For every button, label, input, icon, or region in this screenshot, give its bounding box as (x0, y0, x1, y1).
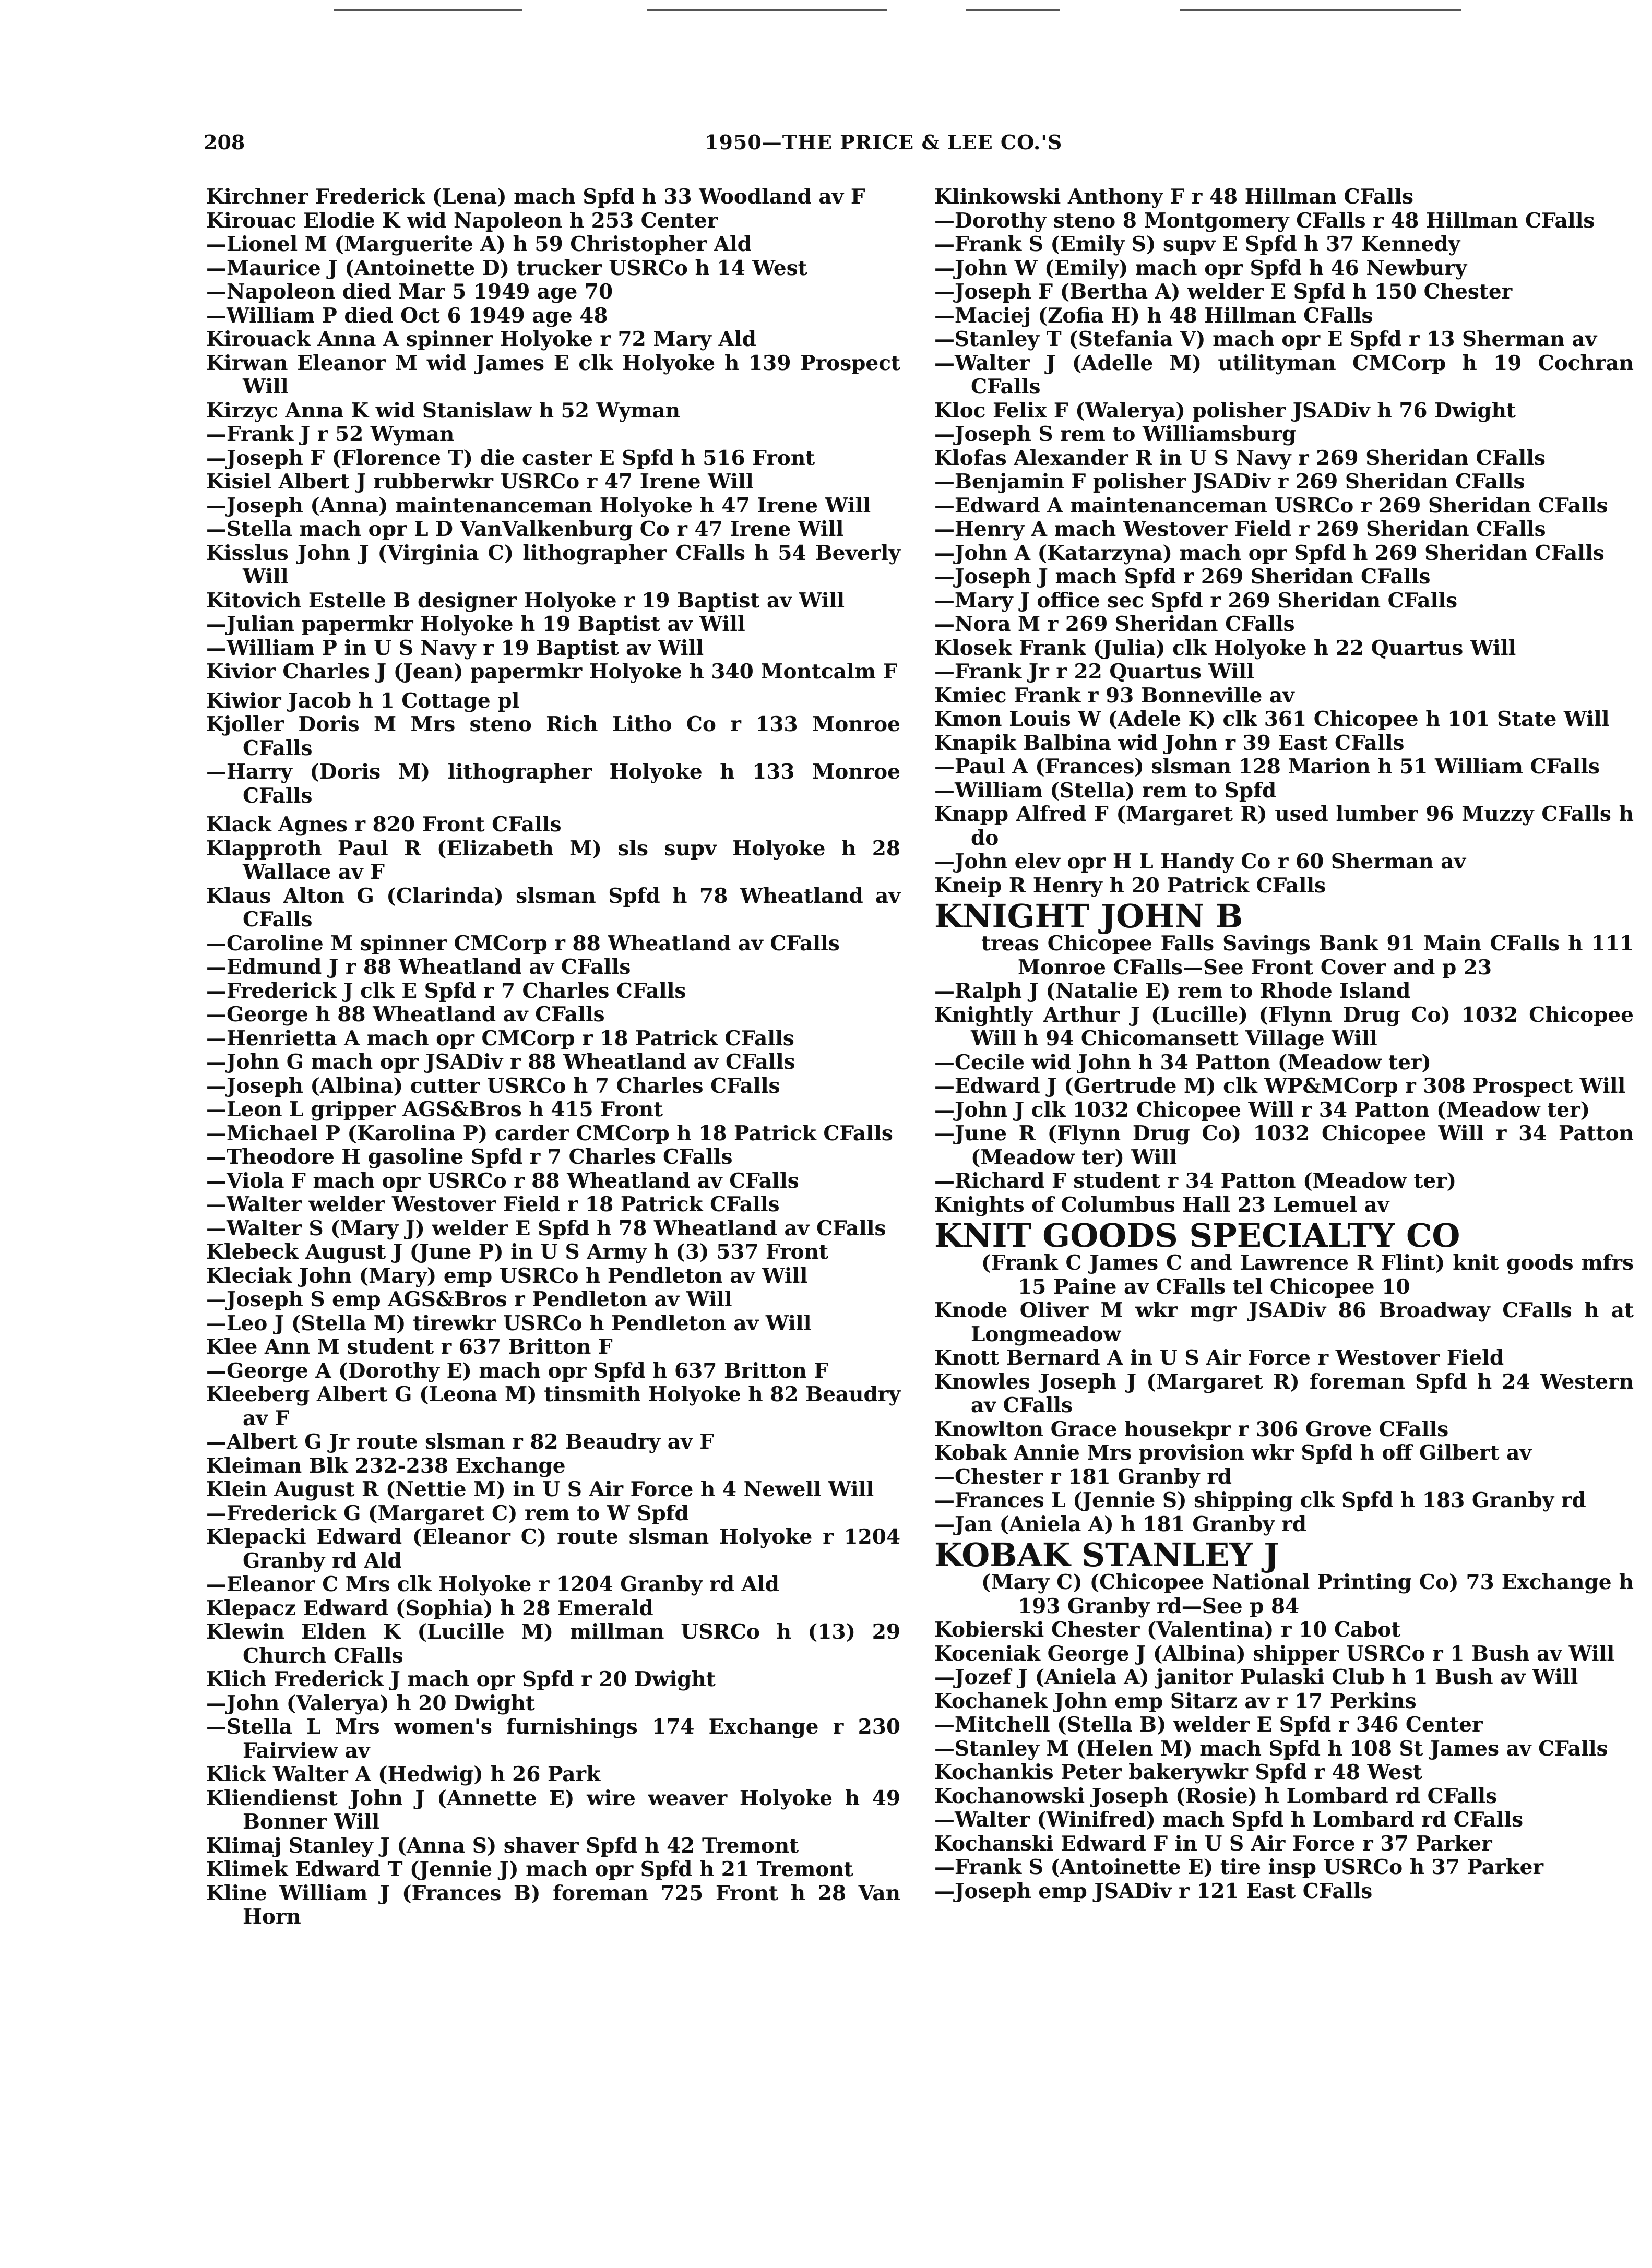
directory-entry: Klimaj Stanley J (Anna S) shaver Spfd h 42 Tremont (206, 1833, 799, 1858)
directory-entry: Klapproth Paul R (Elizabeth M) sls supv Holyoke h 28 Wallace av F (206, 836, 900, 884)
directory-entry: Kitovich Estelle B designer Holyoke r 19 Baptist av Will (206, 588, 845, 613)
directory-entry: Kmiec Frank r 93 Bonneville av (934, 683, 1294, 708)
directory-entry: —Mary J office sec Spfd r 269 Sheridan CFalls (934, 588, 1458, 613)
directory-entry: Kirzyc Anna K wid Stanislaw h 52 Wyman (206, 398, 681, 423)
directory-entry: —Napoleon died Mar 5 1949 age 70 (206, 280, 613, 304)
page-title: 1950—THE PRICE & LEE CO.'S (705, 130, 1063, 154)
page-header (204, 130, 1592, 162)
directory-entry: —Leo J (Stella M) tirewkr USRCo h Pendleton av Will (206, 1311, 812, 1335)
directory-entry: —Joseph (Anna) maintenanceman Holyoke h 47 Irene Will (206, 493, 871, 518)
directory-entry: —George A (Dorothy E) mach opr Spfd h 637 Britton F (206, 1358, 828, 1383)
directory-entry: —Edward J (Gertrude M) clk WP&MCorp r 308 Prospect Will (934, 1074, 1626, 1098)
directory-entry: Kirwan Eleanor M wid James E clk Holyoke h 139 Prospect Will (206, 351, 900, 399)
directory-entry: —Stella L Mrs women's furnishings 174 Exchange r 230 Fairview av (206, 1715, 900, 1763)
directory-entry: —Jan (Aniela A) h 181 Granby rd (934, 1512, 1307, 1536)
directory-entry: Kochankis Peter bakerywkr Spfd r 48 West (934, 1760, 1422, 1784)
directory-entry: Kobierski Chester (Valentina) r 10 Cabot (934, 1618, 1401, 1642)
directory-entry: Klofas Alexander R in U S Navy r 269 Sheridan CFalls (934, 446, 1546, 470)
directory-entry: Kleiman Blk 232-238 Exchange (206, 1453, 566, 1478)
directory-entry: —John J clk 1032 Chicopee Will r 34 Patton (Meadow ter) (934, 1097, 1590, 1122)
directory-entry: Kisiel Albert J rubberwkr USRCo r 47 Irene Will (206, 470, 754, 494)
directory-entry: —Michael P (Karolina P) carder CMCorp h 18 Patrick CFalls (206, 1121, 893, 1145)
directory-entry: —Chester r 181 Granby rd (934, 1464, 1232, 1489)
directory-entry: Kobak Annie Mrs provision wkr Spfd h off Gilbert av (934, 1441, 1532, 1465)
directory-entry: Klick Walter A (Hedwig) h 26 Park (206, 1762, 601, 1786)
directory-entry: Kochanski Edward F in U S Air Force r 37 Parker (934, 1831, 1492, 1856)
directory-entry: —Walter S (Mary J) welder E Spfd h 78 Wheatland av CFalls (206, 1216, 886, 1240)
directory-entry: —Walter J (Adelle M) utilityman CMCorp h 19 Cochran CFalls (934, 351, 1634, 399)
directory-entry: —Caroline M spinner CMCorp r 88 Wheatland av CFalls (206, 931, 840, 956)
directory-entry: —Henry A mach Westover Field r 269 Sheridan CFalls (934, 517, 1546, 541)
directory-entry: —George h 88 Wheatland av CFalls (206, 1002, 605, 1026)
directory-entry: —Frances L (Jennie S) shipping clk Spfd h 183 Granby rd (934, 1488, 1586, 1512)
right-column (934, 185, 1634, 1903)
directory-entry: —Joseph F (Florence T) die caster E Spfd h 516 Front (206, 446, 815, 470)
directory-entry: —Maurice J (Antoinette D) trucker USRCo h 14 West (206, 256, 807, 280)
directory-entry: —Joseph emp JSADiv r 121 East CFalls (934, 1879, 1373, 1903)
directory-entry: —William P died Oct 6 1949 age 48 (206, 303, 608, 328)
left-column (206, 185, 900, 1929)
directory-entry: Klinkowski Anthony F r 48 Hillman CFalls (934, 185, 1413, 209)
directory-entry: Kliendienst John J (Annette E) wire weaver Holyoke h 49 Bonner Will (206, 1786, 900, 1834)
directory-entry: —Frank J r 52 Wyman (206, 422, 455, 446)
business-heading: KNIT GOODS SPECIALTY CO (934, 1216, 1460, 1255)
directory-entry: —Joseph (Albina) cutter USRCo h 7 Charles CFalls (206, 1073, 780, 1098)
business-detail: (Mary C) (Chicopee National Printing Co) 73 Exchange h 193 Granby rd—See p 84 (981, 1570, 1634, 1618)
directory-entry: Klepacz Edward (Sophia) h 28 Emerald (206, 1596, 653, 1620)
directory-entry: —Henrietta A mach opr CMCorp r 18 Patrick CFalls (206, 1026, 794, 1051)
business-heading: KNIGHT JOHN B (934, 897, 1243, 935)
directory-entry: —Theodore H gasoline Spfd r 7 Charles CFalls (206, 1145, 733, 1169)
directory-entry: —John A (Katarzyna) mach opr Spfd h 269 Sheridan CFalls (934, 541, 1605, 565)
directory-entry: —Julian papermkr Holyoke h 19 Baptist av Will (206, 612, 745, 636)
directory-entry: Kloc Felix F (Walerya) polisher JSADiv h 76 Dwight (934, 398, 1516, 423)
directory-entry: —Benjamin F polisher JSADiv r 269 Sheridan CFalls (934, 470, 1525, 494)
page-number: 208 (204, 130, 245, 154)
business-detail: (Frank C James C and Lawrence R Flint) knit goods mfrs 15 Paine av CFalls tel Chicopee 10 (981, 1251, 1634, 1299)
directory-entry: —Frank S (Emily S) supv E Spfd h 37 Kennedy (934, 232, 1460, 256)
directory-entry: —Harry (Doris M) lithographer Holyoke h 133 Monroe CFalls (206, 760, 900, 808)
directory-entry: Knott Bernard A in U S Air Force r Westover Field (934, 1346, 1504, 1370)
directory-entry: —Nora M r 269 Sheridan CFalls (934, 612, 1295, 636)
directory-entry: —William P in U S Navy r 19 Baptist av Will (206, 636, 704, 660)
directory-entry: Klosek Frank (Julia) clk Holyoke h 22 Quartus Will (934, 636, 1516, 660)
directory-entry: —Lionel M (Marguerite A) h 59 Christopher Ald (206, 232, 752, 256)
directory-entry: Klee Ann M student r 637 Britton F (206, 1335, 613, 1359)
directory-entry: Knowles Joseph J (Margaret R) foreman Spfd h 24 Western av CFalls (934, 1369, 1634, 1417)
directory-entry: —June R (Flynn Drug Co) 1032 Chicopee Will r 34 Patton (Meadow ter) Will (934, 1121, 1634, 1169)
directory-entry: —Stella mach opr L D VanValkenburg Co r 47 Irene Will (206, 517, 844, 541)
directory-entry: Klewin Elden K (Lucille M) millman USRCo h (13) 29 Church CFalls (206, 1620, 900, 1668)
directory-entry: Kleciak John (Mary) emp USRCo h Pendleton av Will (206, 1263, 808, 1288)
directory-entry: —John W (Emily) mach opr Spfd h 46 Newbury (934, 256, 1467, 280)
directory-entry: Kochanowski Joseph (Rosie) h Lombard rd CFalls (934, 1784, 1498, 1808)
directory-entry: Kmon Louis W (Adele K) clk 361 Chicopee h 101 State Will (934, 707, 1610, 731)
top-border-rule (647, 9, 887, 11)
directory-entry: —Cecile wid John h 34 Patton (Meadow ter) (934, 1050, 1431, 1075)
directory-entry: —Stanley T (Stefania V) mach opr E Spfd r 13 Sherman av (934, 327, 1597, 351)
directory-entry: Kleeberg Albert G (Leona M) tinsmith Holyoke h 82 Beaudry av F (206, 1382, 900, 1430)
directory-entry: —Richard F student r 34 Patton (Meadow ter) (934, 1169, 1457, 1193)
directory-entry: —Frank S (Antoinette E) tire insp USRCo h 37 Parker (934, 1855, 1543, 1879)
business-heading: KOBAK STANLEY J (934, 1536, 1279, 1574)
directory-entry: Kirouac Elodie K wid Napoleon h 253 Center (206, 208, 718, 233)
directory-entry: —Joseph F (Bertha A) welder E Spfd h 150 Chester (934, 280, 1513, 304)
directory-entry: —John elev opr H L Handy Co r 60 Sherman av (934, 850, 1466, 874)
directory-entry: —Edward A maintenanceman USRCo r 269 Sheridan CFalls (934, 493, 1608, 518)
directory-entry: Kirouack Anna A spinner Holyoke r 72 Mary Ald (206, 327, 756, 351)
directory-entry: —John (Valerya) h 20 Dwight (206, 1691, 535, 1715)
top-border-rule (966, 9, 1060, 11)
directory-entry: Kneip R Henry h 20 Patrick CFalls (934, 873, 1326, 898)
directory-entry: —Joseph S emp AGS&Bros r Pendleton av Will (206, 1287, 732, 1311)
directory-entry: —Edmund J r 88 Wheatland av CFalls (206, 955, 631, 979)
directory-entry: —Walter (Winifred) mach Spfd h Lombard rd CFalls (934, 1808, 1524, 1832)
directory-entry: Klebeck August J (June P) in U S Army h (3) 537 Front (206, 1240, 828, 1264)
directory-entry: —Frederick G (Margaret C) rem to W Spfd (206, 1501, 689, 1525)
directory-entry: Kjoller Doris M Mrs steno Rich Litho Co r 133 Monroe CFalls (206, 712, 900, 760)
top-border-rule (334, 9, 522, 11)
directory-entry: Knightly Arthur J (Lucille) (Flynn Drug Co) 1032 Chicopee Will h 94 Chicomansett Village Will (934, 1002, 1634, 1051)
directory-entry: —Jozef J (Aniela A) janitor Pulaski Club h 1 Bush av Will (934, 1665, 1578, 1689)
directory-entry: Kivior Charles J (Jean) papermkr Holyoke h 340 Montcalm F (206, 660, 898, 684)
directory-entry: —William (Stella) rem to Spfd (934, 778, 1277, 803)
directory-entry: —Dorothy steno 8 Montgomery CFalls r 48 Hillman CFalls (934, 208, 1595, 233)
directory-entry: —Frederick J clk E Spfd r 7 Charles CFalls (206, 978, 686, 1003)
directory-entry: —Stanley M (Helen M) mach Spfd h 108 St James av CFalls (934, 1736, 1608, 1761)
directory-entry: —Albert G Jr route slsman r 82 Beaudry av F (206, 1430, 714, 1454)
directory-entry: Knapp Alfred F (Margaret R) used lumber 96 Muzzy CFalls h do (934, 802, 1634, 850)
directory-entry: —Joseph S rem to Williamsburg (934, 422, 1297, 446)
directory-entry: Kirchner Frederick (Lena) mach Spfd h 33 Woodland av F (206, 185, 865, 209)
top-border-rule (1180, 9, 1461, 11)
directory-entry: Kisslus John J (Virginia C) lithographer CFalls h 54 Beverly Will (206, 541, 900, 589)
directory-entry: Klein August R (Nettie M) in U S Air Force h 4 Newell Will (206, 1477, 874, 1501)
directory-entry: —Ralph J (Natalie E) rem to Rhode Island (934, 979, 1411, 1003)
directory-entry: Kline William J (Frances B) foreman 725 Front h 28 Van Horn (206, 1881, 900, 1929)
directory-entry: —John G mach opr JSADiv r 88 Wheatland av CFalls (206, 1050, 795, 1074)
directory-entry: —Frank Jr r 22 Quartus Will (934, 660, 1254, 684)
directory-entry: Knode Oliver M wkr mgr JSADiv 86 Broadway CFalls h at Longmeadow (934, 1298, 1634, 1346)
directory-entry: —Paul A (Frances) slsman 128 Marion h 51 William CFalls (934, 755, 1600, 779)
directory-entry: —Leon L gripper AGS&Bros h 415 Front (206, 1097, 663, 1121)
directory-entry: Klaus Alton G (Clarinda) slsman Spfd h 78 Wheatland av CFalls (206, 884, 900, 932)
directory-entry: —Maciej (Zofia H) h 48 Hillman CFalls (934, 303, 1373, 328)
directory-entry: Klack Agnes r 820 Front CFalls (206, 813, 562, 837)
business-detail: treas Chicopee Falls Savings Bank 91 Main CFalls h 111 Monroe CFalls—See Front Cover and p 23 (981, 932, 1634, 980)
directory-entry: —Joseph J mach Spfd r 269 Sheridan CFalls (934, 565, 1431, 589)
directory-entry: —Mitchell (Stella B) welder E Spfd r 346 Center (934, 1713, 1483, 1737)
directory-entry: Knights of Columbus Hall 23 Lemuel av (934, 1192, 1389, 1217)
directory-entry: —Viola F mach opr USRCo r 88 Wheatland av CFalls (206, 1168, 799, 1193)
directory-entry: Knapik Balbina wid John r 39 East CFalls (934, 731, 1405, 755)
directory-entry: Klimek Edward T (Jennie J) mach opr Spfd h 21 Tremont (206, 1857, 853, 1881)
directory-entry: Kiwior Jacob h 1 Cottage pl (206, 688, 520, 713)
directory-entry: —Walter welder Westover Field r 18 Patrick CFalls (206, 1192, 780, 1216)
directory-entry: Klich Frederick J mach opr Spfd r 20 Dwight (206, 1667, 716, 1691)
directory-entry: —Eleanor C Mrs clk Holyoke r 1204 Granby rd Ald (206, 1572, 779, 1596)
directory-entry: Kochanek John emp Sitarz av r 17 Perkins (934, 1689, 1417, 1713)
directory-entry: Koceniak George J (Albina) shipper USRCo r 1 Bush av Will (934, 1641, 1615, 1666)
directory-entry: Knowlton Grace housekpr r 306 Grove CFalls (934, 1417, 1449, 1441)
directory-entry: Klepacki Edward (Eleanor C) route slsman Holyoke r 1204 Granby rd Ald (206, 1525, 900, 1573)
